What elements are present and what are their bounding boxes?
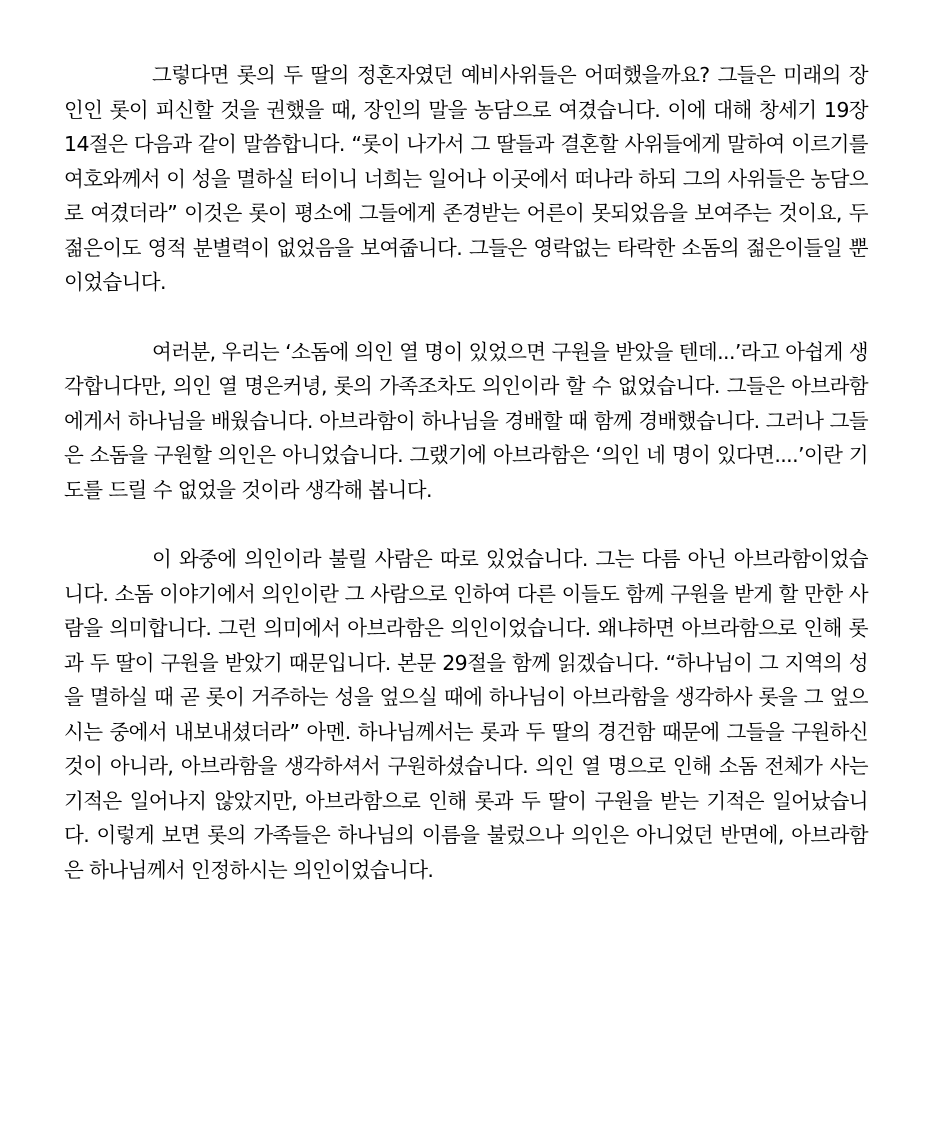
paragraph-2: 여러분, 우리는 ‘소돔에 의인 열 명이 있었으면 구원을 받았을 텐데...’라고 아쉽게 생각합니다만, 의인 열 명은커녕, 롯의 가족조차도 의인이라 할 수 없었습니다. 그들은 아브라함에게서 하나님을 배웠습니다. 아브라함이 하나님을 경배할 때 함께 경배했습니다. 그러나 그들은 소돔을 구원할 의인은 아니었습니다. 그랬기에 아브라함은 ‘의인 네 명이 있다면....’이란 기도를 드릴 수 없었을 것이라 생각해 봅니다. [64, 339, 868, 502]
paragraph-gap [64, 507, 868, 542]
paragraph-1: 그렇다면 롯의 두 딸의 정혼자였던 예비사위들은 어떠했을까요? 그들은 미래의 장인인 롯이 피신할 것을 권했을 때, 장인의 말을 농담으로 여겼습니다. 이에 대해 창세기 19장 14절은 다음과 같이 말씀합니다. “롯이 나가서 그 딸들과 결혼할 사위들에게 말하여 이르기를 여호와께서 이 성을 멸하실 터이니 너희는 일어나 이곳에서 떠나라 하되 그의 사위들은 농담으로 여겼더라” 이것은 롯이 평소에 그들에게 존경받는 어른이 못되었음을 보여주는 것이요, 두 젊은이도 영적 분별력이 없었음을 보여줍니다. 그들은 영락없는 타락한 소돔의 젊은이들일 뿐이었습니다. [64, 63, 869, 294]
paragraph-3: 이 와중에 의인이라 불릴 사람은 따로 있었습니다. 그는 다름 아닌 아브라함이었습니다. 소돔 이야기에서 의인이란 그 사람으로 인하여 다른 이들도 함께 구원을 받게 할 만한 사람을 의미합니다. 그런 의미에서 아브라함은 의인이었습니다. 왜냐하면 아브라함으로 인해 롯과 두 딸이 구원을 받았기 때문입니다. 본문 29절을 함께 읽겠습니다. “하나님이 그 지역의 성을 멸하실 때 곧 롯이 거주하는 성을 엎으실 때에 하나님이 아브라함을 생각하사 롯을 그 엎으시는 중에서 내보내셨더라” 아멘. 하나님께서는 롯과 두 딸의 경건함 때문에 그들을 구원하신 것이 아니라, 아브라함을 생각하셔서 구원하셨습니다. 의인 열 명으로 인해 소돔 전체가 사는 기적은 일어나지 않았지만, 아브라함으로 인해 롯과 두 딸이 구원을 받는 기적은 일어났습니다. 이렇게 보면 롯의 가족들은 하나님의 이름을 불렀으나 의인은 아니었던 반면에, 아브라함은 하나님께서 인정하시는 의인이었습니다. [64, 547, 868, 882]
paragraph-gap [64, 300, 868, 335]
document-page [64, 58, 868, 887]
